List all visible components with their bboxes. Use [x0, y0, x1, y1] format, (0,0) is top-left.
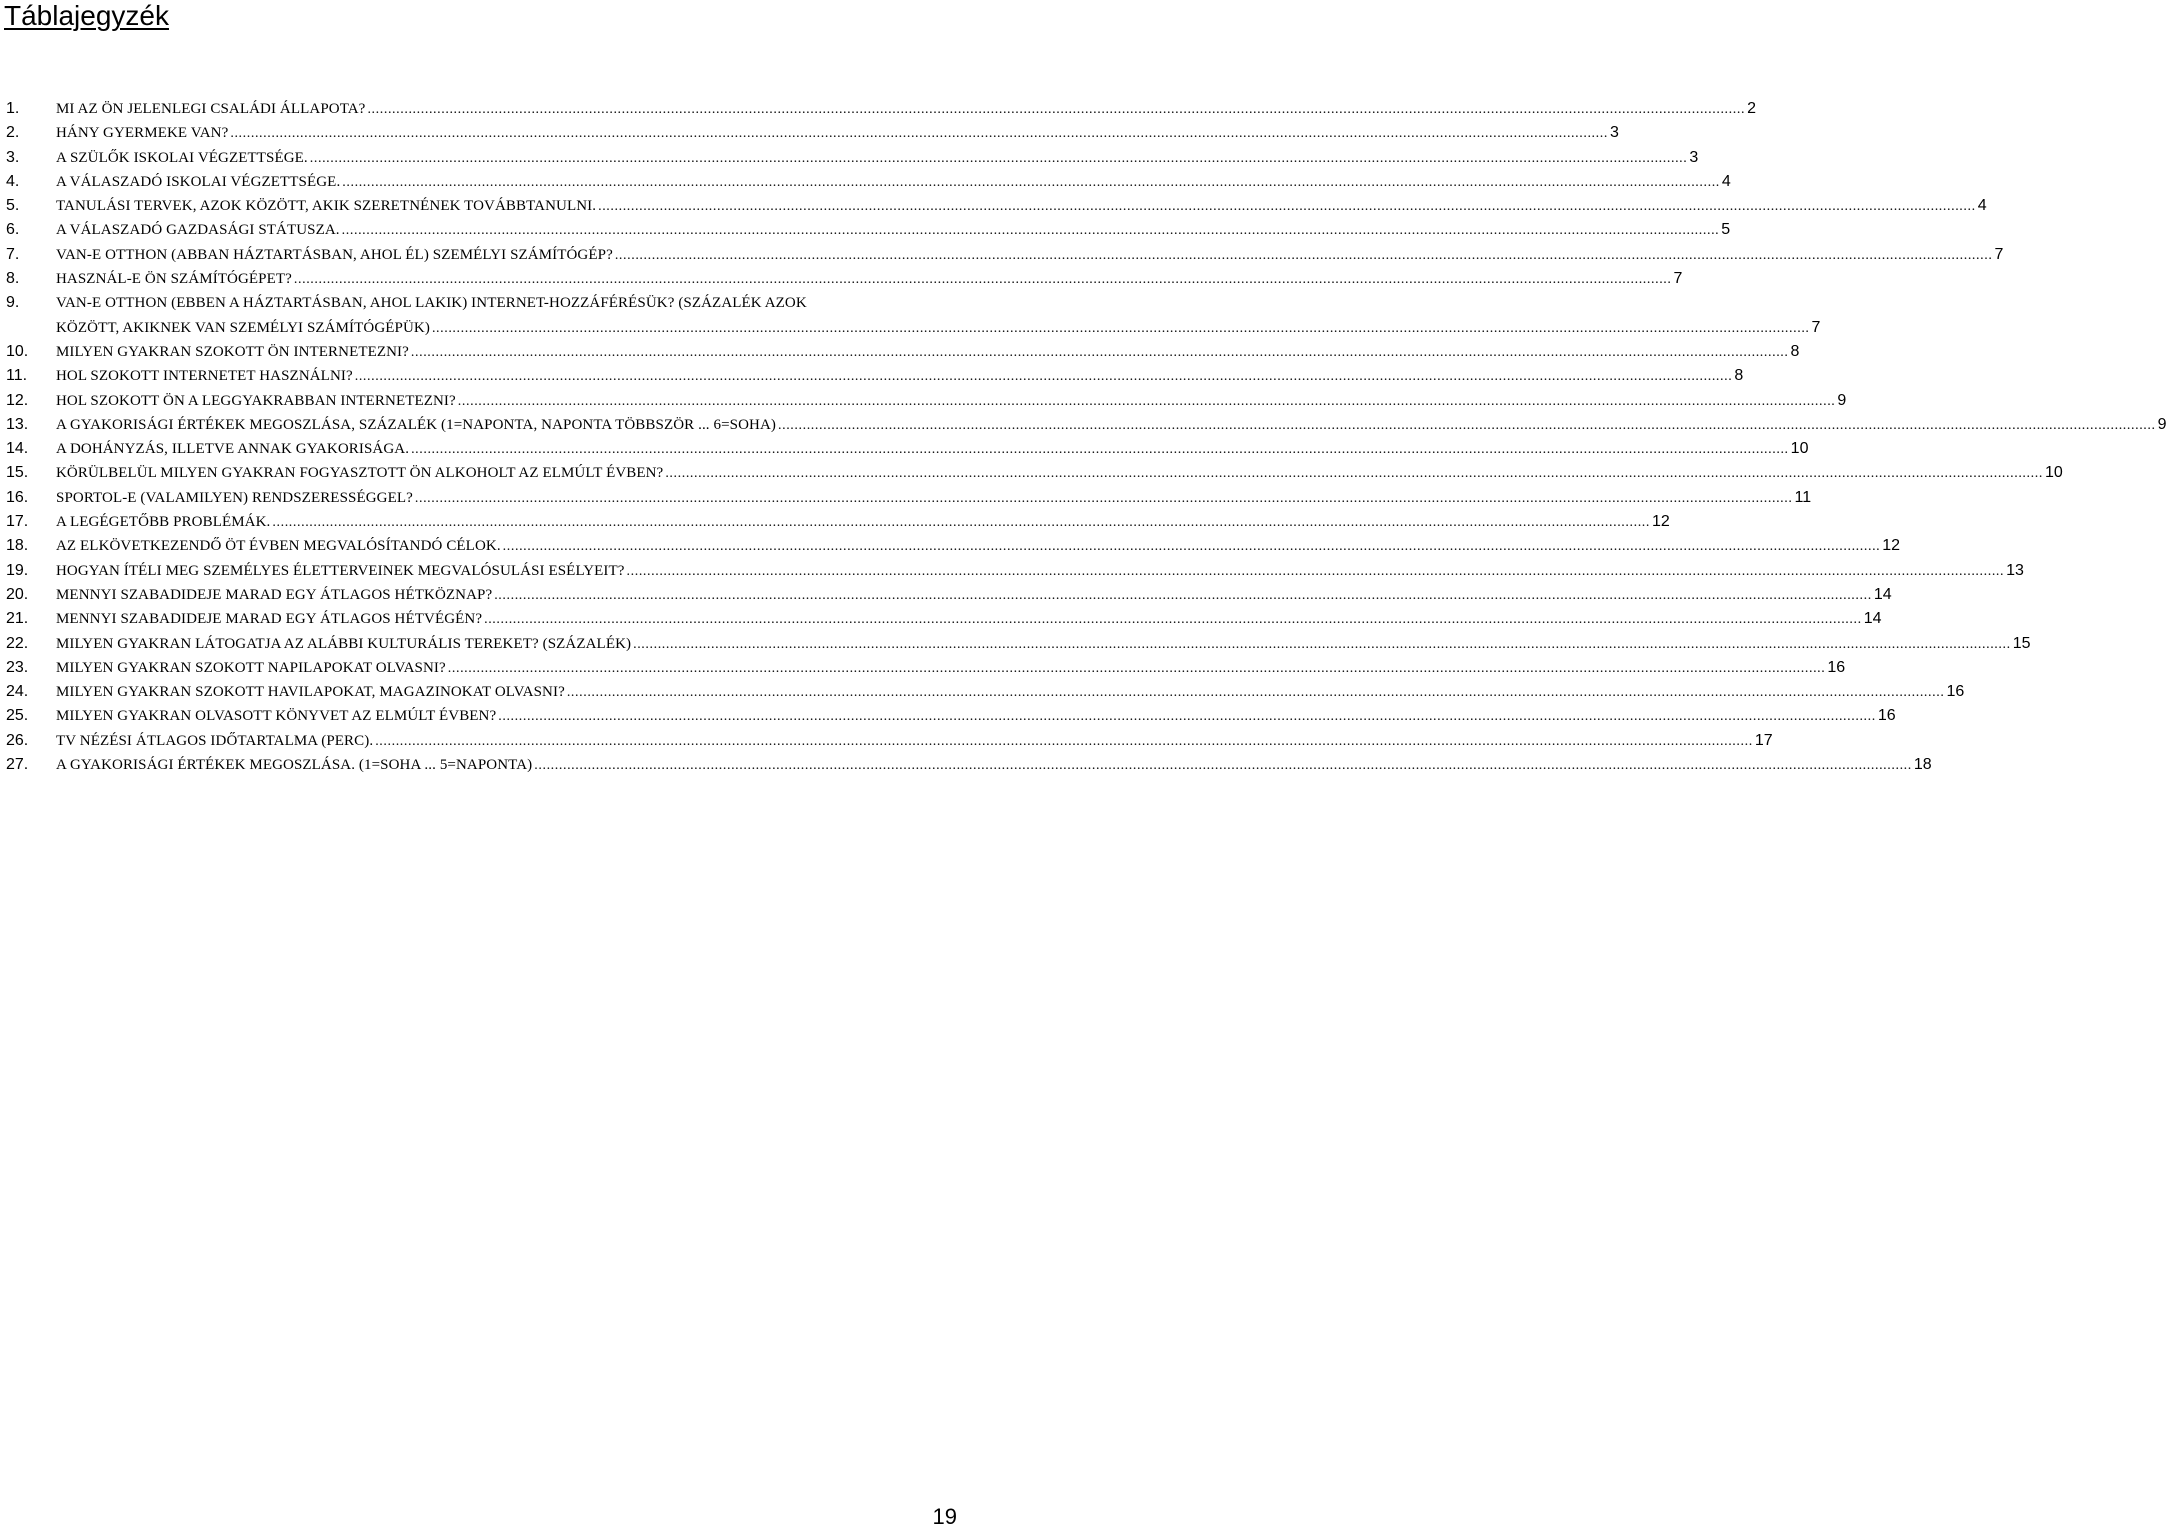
dot-leader: [355, 365, 1733, 389]
toc-entry-number: 11.: [6, 367, 28, 385]
toc-entry-title: HASZNÁL-E ÖN SZÁMÍTÓGÉPET?: [56, 271, 292, 288]
toc-entry-body: [56, 534, 1901, 558]
dot-leader: [272, 511, 1650, 535]
toc-entry-title: A VÁLASZADÓ GAZDASÁGI STÁTUSZA.: [56, 222, 340, 239]
toc-entry[interactable]: [6, 389, 1847, 413]
toc-entry[interactable]: [6, 632, 2031, 656]
toc-entry-body: [56, 753, 1932, 777]
dot-leader: [342, 171, 1720, 195]
toc-entry-number: 6.: [6, 221, 20, 239]
toc-entry[interactable]: [6, 340, 1800, 364]
dot-leader: [411, 341, 1789, 365]
toc-entry[interactable]: [6, 753, 1932, 777]
toc-entry[interactable]: [6, 194, 1987, 218]
toc-entry-number: 10.: [6, 342, 29, 360]
dot-leader: [778, 414, 2156, 438]
toc-entry-page: 12: [1882, 537, 1901, 555]
toc-entry[interactable]: [6, 291, 1821, 340]
toc-entry-body: [56, 510, 1670, 534]
toc-entry-title: SPORTOL-E (VALAMILYEN) RENDSZERESSÉGGEL?: [56, 489, 413, 506]
toc-entry-page: 10: [1790, 440, 1809, 458]
toc-entry[interactable]: [6, 704, 1896, 728]
toc-entry-body: [56, 291, 1821, 340]
toc-entry-number: 13.: [6, 415, 29, 433]
toc-entry[interactable]: [6, 267, 1683, 291]
toc-entry-page: 7: [1994, 245, 2004, 263]
toc-entry-page: 2: [1747, 100, 1756, 117]
toc-entry-page: 16: [1827, 658, 1846, 676]
toc-entry-number: 4.: [6, 172, 20, 190]
dot-leader: [415, 487, 1793, 511]
toc-entry-page: 14: [1863, 610, 1882, 628]
toc-entry-number: 9.: [6, 294, 20, 312]
toc-entry-number: 27.: [6, 756, 29, 774]
dot-leader: [294, 268, 1672, 292]
toc-entry-page: 9: [2157, 415, 2167, 433]
toc-entry-page: 5: [1721, 221, 1731, 239]
toc-entry[interactable]: [6, 510, 1670, 534]
page-title: Táblajegyzék: [4, 0, 169, 31]
toc-entry-title: MENNYI SZABADIDEJE MARAD EGY ÁTLAGOS HÉTVÉGÉN?: [56, 611, 483, 628]
toc-entry-number: 24.: [6, 683, 29, 701]
toc-entry[interactable]: [6, 656, 1846, 680]
dot-leader: [503, 535, 1881, 559]
toc-entry-body: [56, 559, 2024, 583]
toc-entry[interactable]: [6, 461, 2063, 485]
toc-entry-body: [56, 632, 2031, 656]
toc-entry-number: 21.: [6, 610, 29, 628]
toc-entry-title: MILYEN GYAKRAN OLVASOTT KÖNYVET AZ ELMÚLT ÉVBEN?: [56, 708, 497, 725]
dot-leader: [567, 681, 1945, 705]
toc-entry-page: 7: [1673, 270, 1683, 288]
dot-leader: [458, 390, 1836, 414]
toc-entry-number: 15.: [6, 464, 29, 482]
toc-entry-number: 19.: [6, 561, 29, 579]
toc-entry[interactable]: [6, 680, 1965, 704]
toc-entry-page: 3: [1689, 148, 1699, 166]
dot-leader: [484, 608, 1862, 632]
toc-entry-number: 17.: [6, 513, 29, 531]
dot-leader: [633, 633, 2011, 657]
toc-entry-page: 7: [1811, 318, 1821, 336]
toc-entry-page: 18: [1913, 756, 1932, 774]
toc-entry-title: TV NÉZÉSI ÁTLAGOS IDŐTARTALMA (PERC).: [56, 732, 374, 749]
toc-entry[interactable]: [6, 364, 1744, 388]
toc-entry[interactable]: [6, 534, 1901, 558]
toc-entry-page: 8: [1790, 342, 1800, 360]
toc-entry-body: [56, 364, 1744, 388]
toc-entry-body: [56, 607, 1882, 631]
toc-entry[interactable]: [6, 146, 1699, 170]
toc-entry-title: MI AZ ÖN JELENLEGI CSALÁDI ÁLLAPOTA?: [56, 101, 366, 117]
dot-leader: [665, 462, 2043, 486]
toc-entry-title: HÁNY GYERMEKE VAN?: [56, 125, 229, 142]
toc-entry-body: [56, 218, 1731, 242]
toc-entry-page: 13: [2006, 561, 2024, 579]
toc-entry-page: 4: [1721, 172, 1731, 190]
toc-entry-page: 12: [1652, 513, 1670, 531]
toc-entry-number: 8.: [6, 270, 20, 288]
toc-entry-page: 15: [2012, 634, 2031, 652]
toc-entry-body: [56, 461, 2063, 485]
toc-entry-title: A DOHÁNYZÁS, ILLETVE ANNAK GYAKORISÁGA.: [56, 441, 410, 458]
dot-leader: [498, 705, 1876, 729]
dot-leader: [627, 560, 2005, 584]
toc-entry-number: 7.: [6, 245, 20, 263]
toc-entry-title: VAN-E OTTHON (EBBEN A HÁZTARTÁSBAN, AHOL LAKIK) INTERNET-HOZZÁFÉRÉSÜK? (SZÁZALÉK AZOK: [56, 295, 807, 312]
toc-entry-number: 22.: [6, 634, 29, 652]
dot-leader: [494, 584, 1872, 608]
toc-entry-title: MILYEN GYAKRAN SZOKOTT NAPILAPOKAT OLVASNI?: [56, 659, 446, 676]
toc-entry-title-continued: KÖZÖTT, AKIKNEK VAN SZEMÉLYI SZÁMÍTÓGÉPÜK): [56, 319, 430, 336]
toc-entry-title: A GYAKORISÁGI ÉRTÉKEK MEGOSZLÁSA. (1=SOHA ... 5=NAPONTA): [56, 757, 533, 774]
toc-entry-page: 8: [1734, 367, 1744, 385]
toc-entry-title: A GYAKORISÁGI ÉRTÉKEK MEGOSZLÁSA, SZÁZALÉK (1=NAPONTA, NAPONTA TÖBBSZÖR ... 6=SOHA): [56, 416, 776, 433]
dot-leader: [367, 98, 1745, 122]
dot-leader: [615, 244, 1993, 268]
toc-entry-body: [56, 389, 1847, 413]
toc-entry[interactable]: [6, 243, 2004, 267]
toc-entry[interactable]: [6, 413, 2167, 437]
toc-entry-title: HOGYAN ÍTÉLI MEG SZEMÉLYES ÉLETTERVEINEK MEGVALÓSULÁSI ESÉLYEIT?: [56, 562, 625, 579]
toc-entry-title: HOL SZOKOTT ÖN A LEGGYAKRABBAN INTERNETEZNI?: [56, 392, 456, 409]
toc-entry-body: [56, 704, 1896, 728]
toc-entry-body: [56, 583, 1892, 607]
toc-entry-number: 16.: [6, 488, 29, 506]
dot-leader: [375, 730, 1753, 754]
dot-leader: [448, 657, 1826, 681]
toc-entry[interactable]: [6, 486, 1812, 510]
toc-entry-body: [56, 729, 1773, 753]
dot-leader: [230, 122, 1608, 146]
dot-leader: [534, 754, 1912, 778]
page-number: 19: [932, 1504, 957, 1529]
toc-entry-title: MILYEN GYAKRAN SZOKOTT HAVILAPOKAT, MAGAZINOKAT OLVASNI?: [56, 684, 565, 701]
toc-entry-title: VAN-E OTTHON (ABBAN HÁZTARTÁSBAN, AHOL ÉL) SZEMÉLYI SZÁMÍTÓGÉP?: [56, 246, 613, 263]
toc-entry[interactable]: [6, 170, 1731, 194]
toc-entry[interactable]: [6, 97, 1756, 121]
toc-entry-body: [56, 437, 1809, 461]
toc-entry-title: A LEGÉGETŐBB PROBLÉMÁK.: [56, 514, 271, 531]
toc-entry[interactable]: [6, 437, 1809, 461]
toc-entry-number: 3.: [6, 148, 20, 166]
toc-entry-number: 5.: [6, 197, 20, 215]
toc-entry-page: 17: [1754, 731, 1773, 749]
toc-entry-number: 26.: [6, 731, 29, 749]
toc-entry[interactable]: [6, 218, 1731, 242]
toc-entry[interactable]: [6, 559, 2024, 583]
toc-entry-body: [56, 121, 1619, 145]
toc-entry[interactable]: [6, 583, 1892, 607]
toc-entry-page: 14: [1873, 585, 1892, 603]
dot-leader: [411, 438, 1789, 462]
toc-entry-page: 4: [1977, 197, 1987, 215]
toc-entry-title: KÖRÜLBELÜL MILYEN GYAKRAN FOGYASZTOTT ÖN ALKOHOLT AZ ELMÚLT ÉVBEN?: [56, 465, 664, 482]
toc-entry-title: A VÁLASZADÓ ISKOLAI VÉGZETTSÉGE.: [56, 173, 341, 190]
toc-entry-title: MENNYI SZABADIDEJE MARAD EGY ÁTLAGOS HÉTKÖZNAP?: [56, 586, 493, 603]
toc-entry-body: [56, 267, 1683, 291]
toc-entry-page: 3: [1609, 124, 1619, 142]
toc-entry-body: [56, 413, 2167, 437]
toc-entry-title: A SZÜLŐK ISKOLAI VÉGZETTSÉGE.: [56, 149, 308, 166]
toc-entry-page: 9: [1837, 391, 1847, 409]
toc-entry[interactable]: [6, 729, 1773, 753]
toc-entry-body: [56, 656, 1846, 680]
toc-entry-number: 14.: [6, 440, 29, 458]
toc-entry-number: 20.: [6, 585, 29, 603]
toc-entry-page: 16: [1877, 707, 1896, 725]
toc-entry-body: [56, 97, 1756, 121]
toc-entry-number: 2.: [6, 124, 20, 142]
toc-entry-title: AZ ELKÖVETKEZENDŐ ÖT ÉVBEN MEGVALÓSÍTANDÓ CÉLOK.: [56, 538, 501, 555]
toc-entry-number: 1.: [6, 100, 20, 117]
toc-entry-title: HOL SZOKOTT INTERNETET HASZNÁLNI?: [56, 368, 353, 385]
toc-entry-body: [56, 486, 1812, 510]
toc-entry-body: [56, 340, 1800, 364]
toc-entry[interactable]: [6, 607, 1882, 631]
dot-leader: [598, 195, 1976, 219]
dot-leader: [342, 219, 1720, 243]
toc-entry-number: 18.: [6, 537, 29, 555]
toc-entry-number: 25.: [6, 707, 29, 725]
toc-entry-body: [56, 170, 1731, 194]
toc-entry-number: 12.: [6, 391, 29, 409]
dot-leader: [432, 317, 1810, 341]
dot-leader: [310, 147, 1688, 171]
toc-entry-body: [56, 146, 1699, 170]
toc-entry-title: MILYEN GYAKRAN SZOKOTT ÖN INTERNETEZNI?: [56, 343, 409, 360]
table-of-contents: [6, 97, 2167, 777]
toc-entry-page: 11: [1794, 488, 1812, 506]
toc-entry-number: 23.: [6, 658, 29, 676]
toc-entry[interactable]: [6, 121, 1619, 145]
toc-entry-page: 10: [2044, 464, 2063, 482]
toc-entry-body: [56, 680, 1965, 704]
toc-entry-body: [56, 194, 1987, 218]
toc-entry-title: TANULÁSI TERVEK, AZOK KÖZÖTT, AKIK SZERETNÉNEK TOVÁBBTANULNI.: [56, 198, 597, 215]
toc-entry-body: [56, 243, 2004, 267]
toc-entry-title: MILYEN GYAKRAN LÁTOGATJA AZ ALÁBBI KULTURÁLIS TEREKET? (SZÁZALÉK): [56, 635, 632, 652]
toc-entry-page: 16: [1946, 683, 1965, 701]
